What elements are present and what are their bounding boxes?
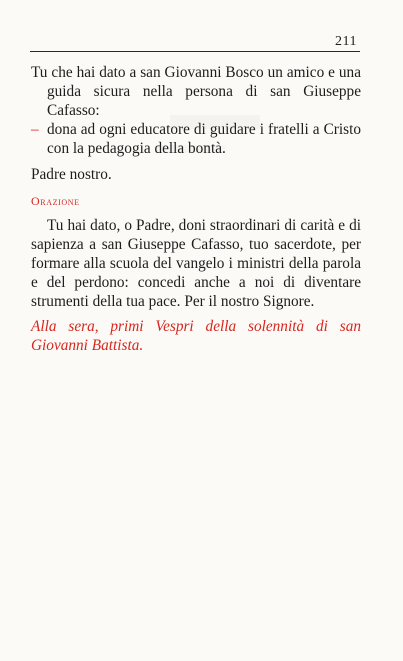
rubric-text: Alla sera, primi Vespri della solennità di san Giovanni Battista. [31, 318, 361, 354]
section-label-orazione: Orazione [31, 194, 80, 208]
padre-nostro: Padre nostro. [31, 166, 112, 183]
header-rule [30, 51, 360, 52]
page-content [31, 63, 361, 355]
prayer-text: Tu hai dato, o Padre, doni straordinari di carità e di sapienza a san Giuseppe Cafasso, tuo sacerdote, per formare alla scuola del vangelo i ministri della parola e del perdono: concedi anche a noi di diventare strumenti della tua pace. Per il nostro Signore. [31, 217, 361, 310]
response-dash: – [31, 121, 39, 138]
intercession-intro: Tu che hai dato a san Giovanni Bosco un amico e una guida sicura nella persona di san Giuseppe Cafasso: [31, 64, 361, 119]
intercession-response-text: dona ad ogni educatore di guidare i fratelli a Cristo con la pedagogia della bontà. [47, 121, 361, 157]
page-number: 211 [335, 34, 357, 49]
intercession-response [31, 120, 361, 158]
